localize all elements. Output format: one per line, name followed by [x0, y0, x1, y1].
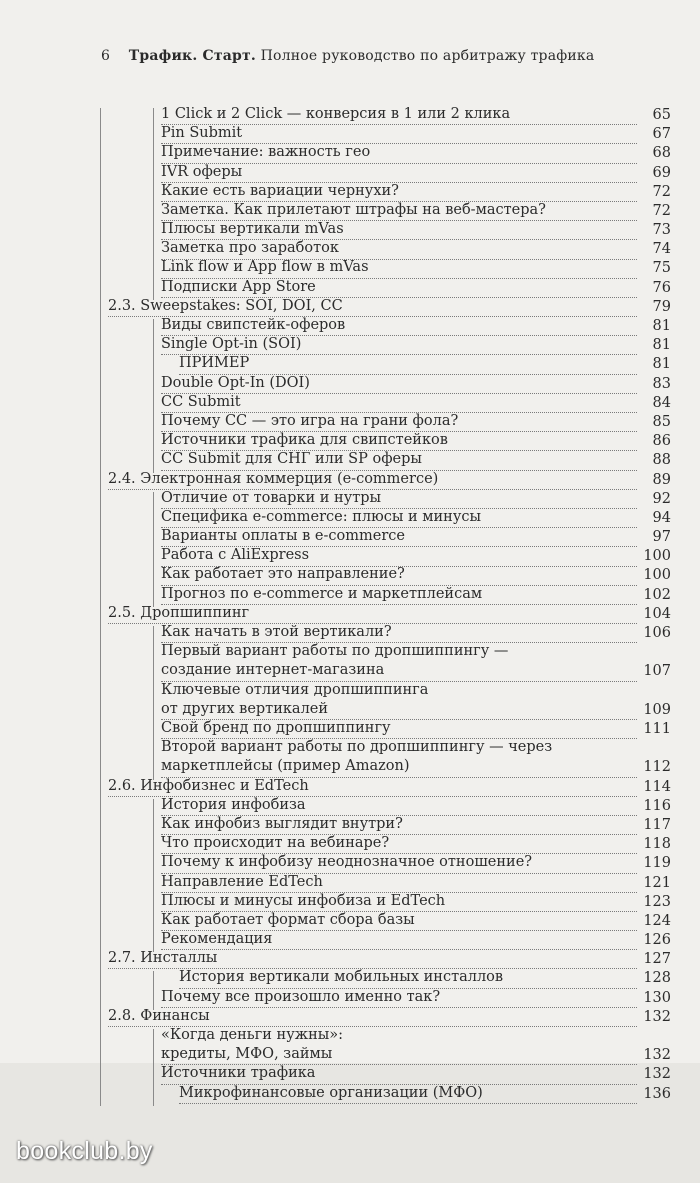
toc-page-number: 68: [652, 145, 671, 162]
toc-entry: [153, 741, 671, 779]
toc-page-number: 107: [643, 663, 671, 680]
toc-entry-line: Второй вариант работы по дропшиппингу — через: [161, 739, 553, 756]
book-title: Трафик. Старт.: [128, 48, 256, 64]
toc-entry-line: Почему CC — это игра на грани фола?: [161, 412, 459, 429]
toc-entry-line: CC Submit: [161, 393, 241, 410]
toc-entry-line: Плюсы вертикали mVas: [161, 221, 344, 238]
toc-entry-title: [108, 297, 637, 317]
toc-entry-line: Что происходит на вебинаре?: [161, 835, 390, 852]
toc-entry-title: [161, 124, 637, 144]
toc-entry-line: Pin Submit: [161, 125, 243, 142]
toc-page-number: 72: [652, 183, 671, 200]
toc-entry-title: [161, 988, 637, 1008]
toc-entry-line: ПРИМЕР: [179, 355, 250, 372]
toc-page-number: 136: [643, 1085, 671, 1102]
toc-entry-title: [161, 278, 637, 298]
toc-entry-line: Почему все произошло именно так?: [161, 988, 441, 1005]
toc-entry-line: Первый вариант работы по дропшиппингу —: [161, 643, 509, 660]
toc-page-number: 73: [652, 222, 671, 239]
toc-page-number: 72: [652, 202, 671, 219]
toc-entry-line: 2.4. Электронная коммерция (e-commerce): [108, 470, 439, 487]
toc-entry-line: Double Opt-In (DOI): [161, 374, 310, 391]
toc-entry-line: Почему к инфобизу неоднозначное отношение?: [161, 854, 533, 871]
toc-entry-title: [161, 374, 637, 394]
toc-entry-line: Варианты оплаты в e-commerce: [161, 528, 405, 545]
toc-page-number: 100: [643, 548, 671, 565]
toc-page-number: 81: [652, 356, 671, 373]
toc-page-number: 97: [652, 529, 671, 546]
toc-entry-title: [179, 354, 637, 374]
toc-entry-line: Ключевые отличия дропшиппинга: [161, 681, 429, 698]
toc-entry-title: [161, 182, 637, 202]
toc-entry-title: [161, 201, 637, 221]
toc-entry-line: Источники трафика: [161, 1065, 316, 1082]
toc-entry-line: 2.6. Инфобизнес и EdTech: [108, 777, 309, 794]
toc-entry-line: Рекомендация: [161, 931, 273, 948]
toc-page-number: 123: [643, 893, 671, 910]
toc-entry-line: Плюсы и минусы инфобиза и EdTech: [161, 892, 446, 909]
toc-entry-title: [161, 335, 637, 355]
toc-entry-title: [161, 220, 637, 240]
toc-entry-title: [161, 911, 637, 931]
toc-entry-title: [161, 508, 637, 528]
toc-entry-line: Примечание: важность гео: [161, 144, 371, 161]
toc-entry-title: [161, 853, 637, 873]
toc-page-number: 83: [652, 375, 671, 392]
toc-entry-title: [161, 489, 637, 509]
toc-page-number: 104: [643, 605, 671, 622]
toc-entry-title: [161, 930, 637, 950]
toc-entry-title: [161, 105, 637, 125]
toc-page-number: 118: [643, 836, 671, 853]
toc-page-number: 127: [643, 951, 671, 968]
toc-entry-title: [161, 719, 637, 739]
toc-entry-line: Специфика e-commerce: плюсы и минусы: [161, 508, 482, 525]
toc-page-number: 65: [652, 106, 671, 123]
toc-entry-line: Single Opt-in (SOI): [161, 336, 302, 353]
toc-entry-title: [161, 623, 637, 643]
toc-page-number: 128: [643, 970, 671, 987]
toc-entry-line: Как начать в этой вертикали?: [161, 624, 392, 641]
toc-entry-title: [161, 796, 637, 816]
toc-entry-line: Источники трафика для свипстейков: [161, 432, 448, 449]
toc-entry-title: [161, 143, 637, 163]
toc-page-number: 116: [643, 797, 671, 814]
toc-entry: [153, 1029, 671, 1067]
toc-entry-line: создание интернет-магазина: [161, 662, 385, 679]
toc-page-number: 74: [652, 241, 671, 258]
toc-page-number: 84: [652, 394, 671, 411]
toc-page-number: 94: [652, 509, 671, 526]
toc-entry-title: [161, 546, 637, 566]
toc-entry-title: [179, 968, 637, 988]
toc-page-number: 67: [652, 126, 671, 143]
page-number: 6: [101, 48, 111, 64]
toc-page-number: 85: [652, 413, 671, 430]
toc-page-number: 89: [652, 471, 671, 488]
toc-entry-line: Как инфобиз выглядит внутри?: [161, 815, 403, 832]
toc-page-number: 81: [652, 337, 671, 354]
toc-entry-title: [108, 604, 637, 624]
toc-entry-line: Работа с AliExpress: [161, 547, 310, 564]
toc-page-number: 126: [643, 932, 671, 949]
toc-entry-line: Заметка про заработок: [161, 240, 339, 257]
watermark: bookclub.by: [16, 1137, 153, 1165]
table-of-contents: [100, 105, 671, 1106]
toc-entry-line: Заметка. Как прилетают штрафы на веб-мастера?: [161, 201, 546, 218]
toc-entry-line: 2.7. Инсталлы: [108, 950, 218, 967]
toc-entry-title: [161, 642, 637, 681]
toc-entry-line: Виды свипстейк-оферов: [161, 317, 346, 334]
toc-entry-title: [161, 892, 637, 912]
toc-page-number: 117: [643, 816, 671, 833]
toc-entry-title: [179, 1084, 637, 1104]
toc-page-number: 109: [643, 701, 671, 718]
toc-entry-line: Link flow и App flow в mVas: [161, 259, 369, 276]
toc-entry-line: маркетплейсы (пример Amazon): [161, 758, 410, 775]
toc-entry-title: [161, 316, 637, 336]
toc-page-number: 132: [643, 1047, 671, 1064]
toc-entry-title: [161, 239, 637, 259]
toc-entry-line: CC Submit для СНГ или SP оферы: [161, 451, 422, 468]
toc-entry-line: кредиты, МФО, займы: [161, 1046, 333, 1063]
toc-page-number: 114: [643, 778, 671, 795]
toc-entry-title: [161, 393, 637, 413]
toc-entry-line: Подписки App Store: [161, 278, 316, 295]
toc-entry-line: IVR оферы: [161, 163, 243, 180]
toc-page-number: 112: [643, 759, 671, 776]
toc-page-number: 81: [652, 318, 671, 335]
toc-page-number: 100: [643, 567, 671, 584]
toc-entry: [153, 681, 671, 722]
toc-entry: [153, 1084, 671, 1106]
toc-entry-title: [161, 1026, 637, 1065]
book-subtitle: Полное руководство по арбитражу трафика: [260, 48, 595, 64]
toc-entry-title: [161, 431, 637, 451]
toc-page-number: 76: [652, 279, 671, 296]
toc-entry-line: Свой бренд по дропшиппингу: [161, 720, 391, 737]
toc-entry-line: Прогноз по e-commerce и маркетплейсам: [161, 585, 483, 602]
toc-entry-title: [108, 777, 637, 797]
toc-entry-line: 2.5. Дропшиппинг: [108, 604, 250, 621]
toc-entry-title: [161, 450, 637, 470]
toc-page-number: 121: [643, 874, 671, 891]
toc-entry-title: [161, 258, 637, 278]
toc-entry-title: [161, 412, 637, 432]
toc-page-number: 132: [643, 1066, 671, 1083]
toc-page-number: 75: [652, 260, 671, 277]
toc-page-number: 124: [643, 912, 671, 929]
toc-entry-line: История инфобиза: [161, 796, 306, 813]
toc-entry-line: Как работает формат сбора базы: [161, 911, 415, 928]
toc-entry-line: Направление EdTech: [161, 873, 323, 890]
toc-page-number: 92: [652, 490, 671, 507]
toc-entry-line: 2.8. Финансы: [108, 1007, 210, 1024]
toc-page-number: 88: [652, 452, 671, 469]
toc-entry-title: [161, 834, 637, 854]
toc-entry-line: 2.3. Sweepstakes: SOI, DOI, CC: [108, 297, 343, 314]
toc-page-number: 119: [643, 855, 671, 872]
page-header: [101, 48, 621, 64]
toc-page-number: 86: [652, 433, 671, 450]
toc-entry-title: [161, 738, 637, 777]
toc-entry-title: [108, 949, 637, 969]
toc-page-number: 111: [643, 721, 671, 738]
toc-entry-line: 1 Click и 2 Click — конверсия в 1 или 2 клика: [161, 105, 511, 122]
toc-entry-line: История вертикали мобильных инсталлов: [179, 969, 504, 986]
toc-entry-title: [161, 1064, 637, 1084]
toc-entry-title: [108, 1007, 637, 1027]
toc-entry-line: Как работает это направление?: [161, 566, 405, 583]
toc-entry-title: [161, 681, 637, 720]
toc-entry-title: [161, 565, 637, 585]
toc-entry-line: Микрофинансовые организации (МФО): [179, 1084, 483, 1101]
toc-entry-line: «Когда деньги нужны»:: [161, 1027, 344, 1044]
toc-page-number: 79: [652, 298, 671, 315]
toc-entry-title: [108, 470, 637, 490]
toc-entry-line: от других вертикалей: [161, 700, 329, 717]
toc-entry-line: Отличие от товарки и нутры: [161, 489, 382, 506]
toc-entry-title: [161, 585, 637, 605]
toc-entry-title: [161, 527, 637, 547]
toc-page-number: 69: [652, 164, 671, 181]
toc-page-number: 130: [643, 989, 671, 1006]
toc-entry-title: [161, 815, 637, 835]
toc-page-number: 132: [643, 1008, 671, 1025]
toc-entry-line: Какие есть вариации чернухи?: [161, 182, 399, 199]
toc-page-number: 102: [643, 586, 671, 603]
toc-entry-title: [161, 873, 637, 893]
toc-page-number: 106: [643, 625, 671, 642]
toc-entry-title: [161, 163, 637, 183]
toc-entry: [153, 645, 671, 683]
